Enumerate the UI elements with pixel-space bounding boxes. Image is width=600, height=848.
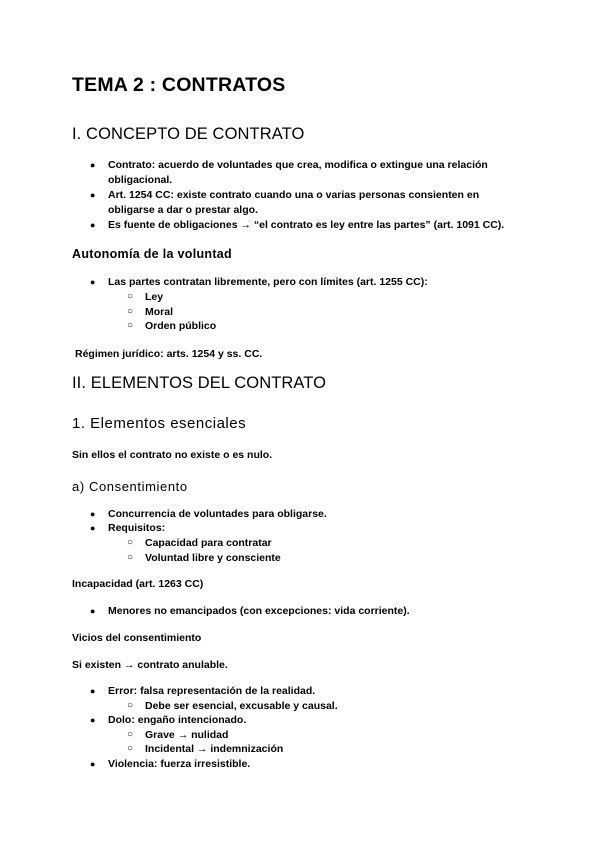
hollow-bullet-icon: ○ (127, 700, 134, 711)
sub-list-item: Grave → nulidad (145, 729, 229, 741)
bullet-icon: ● (90, 759, 96, 769)
bullet-icon: ● (90, 686, 96, 696)
bullet-icon: ● (90, 190, 96, 200)
vicios-intro: Si existen → contrato anulable. (72, 659, 228, 671)
list-item: Error: falsa representación de la realidad. (108, 685, 316, 697)
hollow-bullet-icon: ○ (127, 320, 134, 331)
sub-list-item: Orden público (145, 320, 217, 332)
subheading-consentimiento: a) Consentimiento (72, 479, 188, 494)
bullet-icon: ● (90, 509, 96, 519)
hollow-bullet-icon: ○ (127, 743, 134, 754)
subheading-autonomia: Autonomía de la voluntad (72, 247, 232, 261)
hollow-bullet-icon: ○ (127, 306, 134, 317)
list-item: Menores no emancipados (con excepciones: vida corriente). (108, 605, 410, 617)
list-item: Dolo: engaño intencionado. (108, 714, 247, 726)
bullet-icon: ● (90, 523, 96, 533)
incapacidad-heading: Incapacidad (art. 1263 CC) (72, 578, 204, 590)
list-item: Las partes contratan libremente, pero con límites (art. 1255 CC): (108, 276, 428, 288)
sub-list-item: Moral (145, 306, 174, 318)
bullet-icon: ● (90, 160, 96, 170)
regimen-juridico: Régimen jurídico: arts. 1254 y ss. CC. (75, 348, 263, 360)
intro-paragraph: Sin ellos el contrato no existe o es nulo. (72, 449, 273, 461)
sub-list-item: Capacidad para contratar (145, 537, 272, 549)
sub-list-item: Voluntad libre y consciente (145, 552, 281, 564)
hollow-bullet-icon: ○ (127, 729, 134, 740)
vicios-heading: Vicios del consentimiento (72, 632, 202, 644)
section-heading-elementos: II. ELEMENTOS DEL CONTRATO (72, 374, 327, 392)
bullet-icon: ● (90, 606, 96, 616)
bullet-icon: ● (90, 715, 96, 725)
sub-list-item: Debe ser esencial, excusable y causal. (145, 700, 338, 712)
hollow-bullet-icon: ○ (127, 552, 134, 563)
list-item-continuation: obligacional. (108, 174, 173, 186)
sub-list-item: Ley (145, 291, 164, 303)
subheading-elementos-esenciales: 1. Elementos esenciales (72, 415, 247, 432)
list-item: Art. 1254 CC: existe contrato cuando una o varias personas consienten en (108, 189, 480, 201)
list-item: Concurrencia de voluntades para obligarse. (108, 508, 327, 520)
bullet-icon: ● (90, 220, 96, 230)
hollow-bullet-icon: ○ (127, 291, 134, 302)
section-heading-concepto: I. CONCEPTO DE CONTRATO (72, 125, 305, 143)
list-item: Violencia: fuerza irresistible. (108, 758, 251, 770)
list-item: Es fuente de obligaciones → “el contrato es ley entre las partes” (art. 1091 CC). (108, 219, 505, 231)
hollow-bullet-icon: ○ (127, 537, 134, 548)
list-item-continuation: obligarse a dar o prestar algo. (108, 204, 258, 216)
sub-list-item: Incidental → indemnización (145, 743, 284, 755)
document-title: TEMA 2 : CONTRATOS (72, 74, 286, 96)
bullet-icon: ● (90, 277, 96, 287)
list-item: Contrato: acuerdo de voluntades que crea, modifica o extingue una relación (108, 159, 488, 171)
list-item: Requisitos: (108, 522, 166, 534)
